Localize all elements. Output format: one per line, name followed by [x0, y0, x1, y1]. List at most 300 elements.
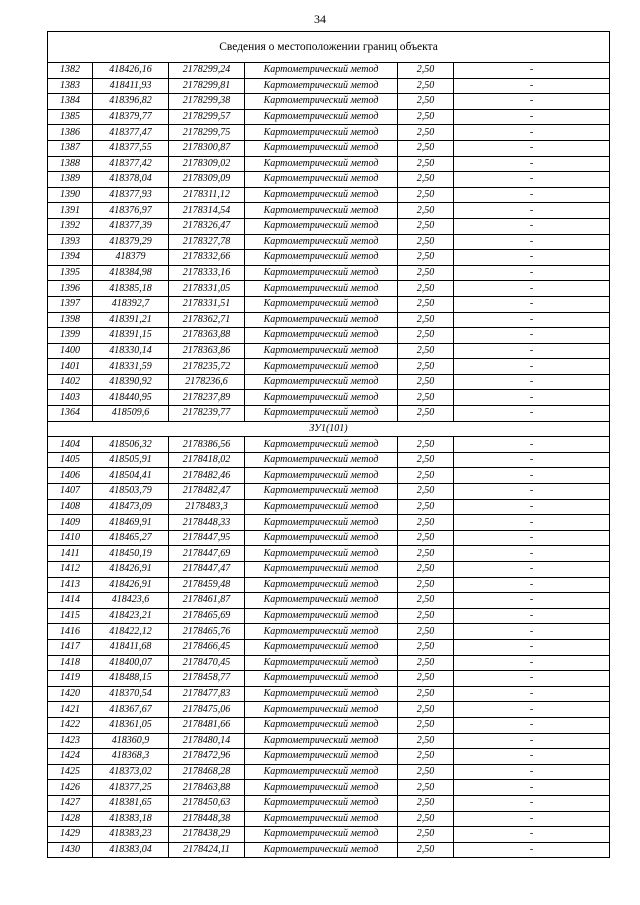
- note-cell: -: [454, 406, 610, 422]
- accuracy-cell: 2,50: [398, 733, 454, 749]
- point-number-cell: 1409: [48, 515, 93, 531]
- note-cell: -: [454, 94, 610, 110]
- x-coordinate-cell: 418426,91: [93, 562, 169, 578]
- x-coordinate-cell: 418396,82: [93, 94, 169, 110]
- point-number-cell: 1401: [48, 359, 93, 375]
- method-cell: Картометрический метод: [245, 250, 398, 266]
- method-cell: Картометрический метод: [245, 406, 398, 422]
- y-coordinate-cell: 2178239,77: [169, 406, 245, 422]
- method-cell: Картометрический метод: [245, 234, 398, 250]
- note-cell: -: [454, 109, 610, 125]
- x-coordinate-cell: 418465,27: [93, 530, 169, 546]
- note-cell: -: [454, 593, 610, 609]
- table-row: [48, 94, 610, 110]
- x-coordinate-cell: 418391,21: [93, 312, 169, 328]
- point-number-cell: 1418: [48, 655, 93, 671]
- accuracy-cell: 2,50: [398, 484, 454, 500]
- y-coordinate-cell: 2178483,3: [169, 499, 245, 515]
- method-cell: Картометрический метод: [245, 608, 398, 624]
- x-coordinate-cell: 418377,93: [93, 187, 169, 203]
- x-coordinate-cell: 418426,91: [93, 577, 169, 593]
- note-cell: -: [454, 359, 610, 375]
- y-coordinate-cell: 2178299,57: [169, 109, 245, 125]
- table-row: [48, 406, 610, 422]
- x-coordinate-cell: 418411,93: [93, 78, 169, 94]
- point-number-cell: 1410: [48, 530, 93, 546]
- y-coordinate-cell: 2178331,05: [169, 281, 245, 297]
- method-cell: Картометрический метод: [245, 468, 398, 484]
- method-cell: Картометрический метод: [245, 390, 398, 406]
- method-cell: Картометрический метод: [245, 546, 398, 562]
- note-cell: -: [454, 312, 610, 328]
- accuracy-cell: 2,50: [398, 749, 454, 765]
- y-coordinate-cell: 2178480,14: [169, 733, 245, 749]
- point-number-cell: 1396: [48, 281, 93, 297]
- x-coordinate-cell: 418473,09: [93, 499, 169, 515]
- x-coordinate-cell: 418377,39: [93, 218, 169, 234]
- note-cell: -: [454, 795, 610, 811]
- table-row: [48, 265, 610, 281]
- table-row: [48, 842, 610, 858]
- accuracy-cell: 2,50: [398, 343, 454, 359]
- x-coordinate-cell: 418469,91: [93, 515, 169, 531]
- x-coordinate-cell: 418506,32: [93, 437, 169, 453]
- table-row: [48, 639, 610, 655]
- x-coordinate-cell: 418400,07: [93, 655, 169, 671]
- point-number-cell: 1405: [48, 452, 93, 468]
- note-cell: -: [454, 827, 610, 843]
- table-title-row: [48, 32, 610, 63]
- note-cell: -: [454, 437, 610, 453]
- method-cell: Картометрический метод: [245, 749, 398, 765]
- accuracy-cell: 2,50: [398, 312, 454, 328]
- accuracy-cell: 2,50: [398, 499, 454, 515]
- accuracy-cell: 2,50: [398, 203, 454, 219]
- x-coordinate-cell: 418423,21: [93, 608, 169, 624]
- method-cell: Картометрический метод: [245, 125, 398, 141]
- table-row: [48, 530, 610, 546]
- accuracy-cell: 2,50: [398, 437, 454, 453]
- x-coordinate-cell: 418383,04: [93, 842, 169, 858]
- accuracy-cell: 2,50: [398, 562, 454, 578]
- table-row: [48, 63, 610, 79]
- accuracy-cell: 2,50: [398, 265, 454, 281]
- table-row: [48, 733, 610, 749]
- point-number-cell: 1408: [48, 499, 93, 515]
- x-coordinate-cell: 418450,19: [93, 546, 169, 562]
- coordinates-table-frame: [47, 31, 609, 858]
- accuracy-cell: 2,50: [398, 671, 454, 687]
- method-cell: Картометрический метод: [245, 515, 398, 531]
- table-row: [48, 328, 610, 344]
- note-cell: -: [454, 390, 610, 406]
- accuracy-cell: 2,50: [398, 702, 454, 718]
- note-cell: -: [454, 78, 610, 94]
- point-number-cell: 1424: [48, 749, 93, 765]
- note-cell: -: [454, 63, 610, 79]
- y-coordinate-cell: 2178311,12: [169, 187, 245, 203]
- note-cell: -: [454, 624, 610, 640]
- x-coordinate-cell: 418411,68: [93, 639, 169, 655]
- method-cell: Картометрический метод: [245, 639, 398, 655]
- point-number-cell: 1386: [48, 125, 93, 141]
- method-cell: Картометрический метод: [245, 343, 398, 359]
- method-cell: Картометрический метод: [245, 94, 398, 110]
- y-coordinate-cell: 2178438,29: [169, 827, 245, 843]
- method-cell: Картометрический метод: [245, 717, 398, 733]
- note-cell: -: [454, 343, 610, 359]
- note-cell: -: [454, 452, 610, 468]
- method-cell: Картометрический метод: [245, 499, 398, 515]
- x-coordinate-cell: 418377,42: [93, 156, 169, 172]
- note-cell: -: [454, 639, 610, 655]
- x-coordinate-cell: 418504,41: [93, 468, 169, 484]
- note-cell: -: [454, 265, 610, 281]
- accuracy-cell: 2,50: [398, 187, 454, 203]
- point-number-cell: 1403: [48, 390, 93, 406]
- x-coordinate-cell: 418379,29: [93, 234, 169, 250]
- accuracy-cell: 2,50: [398, 452, 454, 468]
- y-coordinate-cell: 2178458,77: [169, 671, 245, 687]
- x-coordinate-cell: 418423,6: [93, 593, 169, 609]
- note-cell: -: [454, 515, 610, 531]
- accuracy-cell: 2,50: [398, 406, 454, 422]
- y-coordinate-cell: 2178459,48: [169, 577, 245, 593]
- note-cell: -: [454, 328, 610, 344]
- table-title: Сведения о местоположении границ объекта: [48, 32, 610, 63]
- method-cell: Картометрический метод: [245, 811, 398, 827]
- x-coordinate-cell: 418392,7: [93, 296, 169, 312]
- table-row: [48, 608, 610, 624]
- y-coordinate-cell: 2178424,11: [169, 842, 245, 858]
- point-number-cell: 1387: [48, 140, 93, 156]
- method-cell: Картометрический метод: [245, 827, 398, 843]
- table-row: [48, 234, 610, 250]
- point-number-cell: 1383: [48, 78, 93, 94]
- table-row: [48, 780, 610, 796]
- method-cell: Картометрический метод: [245, 156, 398, 172]
- table-row: [48, 359, 610, 375]
- y-coordinate-cell: 2178482,46: [169, 468, 245, 484]
- accuracy-cell: 2,50: [398, 125, 454, 141]
- y-coordinate-cell: 2178299,75: [169, 125, 245, 141]
- method-cell: Картометрический метод: [245, 187, 398, 203]
- table-row: [48, 203, 610, 219]
- note-cell: -: [454, 702, 610, 718]
- x-coordinate-cell: 418509,6: [93, 406, 169, 422]
- table-row: [48, 296, 610, 312]
- x-coordinate-cell: 418384,98: [93, 265, 169, 281]
- x-coordinate-cell: 418503,79: [93, 484, 169, 500]
- method-cell: Картометрический метод: [245, 281, 398, 297]
- y-coordinate-cell: 2178448,38: [169, 811, 245, 827]
- x-coordinate-cell: 418331,59: [93, 359, 169, 375]
- point-number-cell: 1429: [48, 827, 93, 843]
- method-cell: Картометрический метод: [245, 702, 398, 718]
- table-row: [48, 343, 610, 359]
- table-row: [48, 374, 610, 390]
- note-cell: -: [454, 172, 610, 188]
- point-number-cell: 1398: [48, 312, 93, 328]
- y-coordinate-cell: 2178447,47: [169, 562, 245, 578]
- method-cell: Картометрический метод: [245, 686, 398, 702]
- y-coordinate-cell: 2178309,02: [169, 156, 245, 172]
- method-cell: Картометрический метод: [245, 484, 398, 500]
- point-number-cell: 1419: [48, 671, 93, 687]
- point-number-cell: 1394: [48, 250, 93, 266]
- table-row: [48, 187, 610, 203]
- x-coordinate-cell: 418368,3: [93, 749, 169, 765]
- accuracy-cell: 2,50: [398, 390, 454, 406]
- y-coordinate-cell: 2178363,86: [169, 343, 245, 359]
- note-cell: -: [454, 749, 610, 765]
- x-coordinate-cell: 418440,95: [93, 390, 169, 406]
- point-number-cell: 1425: [48, 764, 93, 780]
- table-row: [48, 390, 610, 406]
- x-coordinate-cell: 418373,02: [93, 764, 169, 780]
- x-coordinate-cell: 418381,65: [93, 795, 169, 811]
- table-row: [48, 593, 610, 609]
- method-cell: Картометрический метод: [245, 218, 398, 234]
- section-label: ЗУ1(101): [48, 421, 610, 437]
- x-coordinate-cell: 418426,16: [93, 63, 169, 79]
- point-number-cell: 1428: [48, 811, 93, 827]
- note-cell: -: [454, 187, 610, 203]
- method-cell: Картометрический метод: [245, 374, 398, 390]
- note-cell: -: [454, 218, 610, 234]
- table-row: [48, 827, 610, 843]
- method-cell: Картометрический метод: [245, 842, 398, 858]
- method-cell: Картометрический метод: [245, 655, 398, 671]
- method-cell: Картометрический метод: [245, 78, 398, 94]
- x-coordinate-cell: 418330,14: [93, 343, 169, 359]
- accuracy-cell: 2,50: [398, 827, 454, 843]
- accuracy-cell: 2,50: [398, 593, 454, 609]
- accuracy-cell: 2,50: [398, 577, 454, 593]
- accuracy-cell: 2,50: [398, 250, 454, 266]
- note-cell: -: [454, 374, 610, 390]
- note-cell: -: [454, 125, 610, 141]
- accuracy-cell: 2,50: [398, 281, 454, 297]
- table-row: [48, 655, 610, 671]
- method-cell: Картометрический метод: [245, 203, 398, 219]
- x-coordinate-cell: 418377,47: [93, 125, 169, 141]
- point-number-cell: 1423: [48, 733, 93, 749]
- x-coordinate-cell: 418377,25: [93, 780, 169, 796]
- note-cell: -: [454, 671, 610, 687]
- accuracy-cell: 2,50: [398, 94, 454, 110]
- y-coordinate-cell: 2178463,88: [169, 780, 245, 796]
- method-cell: Картометрический метод: [245, 265, 398, 281]
- method-cell: Картометрический метод: [245, 562, 398, 578]
- accuracy-cell: 2,50: [398, 546, 454, 562]
- note-cell: -: [454, 140, 610, 156]
- note-cell: -: [454, 577, 610, 593]
- note-cell: -: [454, 780, 610, 796]
- point-number-cell: 1421: [48, 702, 93, 718]
- point-number-cell: 1384: [48, 94, 93, 110]
- y-coordinate-cell: 2178465,69: [169, 608, 245, 624]
- x-coordinate-cell: 418422,12: [93, 624, 169, 640]
- y-coordinate-cell: 2178363,88: [169, 328, 245, 344]
- table-row: [48, 484, 610, 500]
- point-number-cell: 1407: [48, 484, 93, 500]
- x-coordinate-cell: 418383,23: [93, 827, 169, 843]
- accuracy-cell: 2,50: [398, 795, 454, 811]
- accuracy-cell: 2,50: [398, 218, 454, 234]
- y-coordinate-cell: 2178309,09: [169, 172, 245, 188]
- method-cell: Картометрический метод: [245, 593, 398, 609]
- y-coordinate-cell: 2178362,71: [169, 312, 245, 328]
- accuracy-cell: 2,50: [398, 624, 454, 640]
- point-number-cell: 1415: [48, 608, 93, 624]
- note-cell: -: [454, 499, 610, 515]
- method-cell: Картометрический метод: [245, 172, 398, 188]
- point-number-cell: 1426: [48, 780, 93, 796]
- y-coordinate-cell: 2178236,6: [169, 374, 245, 390]
- table-row: [48, 452, 610, 468]
- method-cell: Картометрический метод: [245, 312, 398, 328]
- point-number-cell: 1412: [48, 562, 93, 578]
- x-coordinate-cell: 418367,67: [93, 702, 169, 718]
- table-row: [48, 624, 610, 640]
- y-coordinate-cell: 2178466,45: [169, 639, 245, 655]
- table-row: [48, 515, 610, 531]
- x-coordinate-cell: 418488,15: [93, 671, 169, 687]
- y-coordinate-cell: 2178461,87: [169, 593, 245, 609]
- table-row: [48, 172, 610, 188]
- accuracy-cell: 2,50: [398, 717, 454, 733]
- method-cell: Картометрический метод: [245, 780, 398, 796]
- point-number-cell: 1420: [48, 686, 93, 702]
- table-row: [48, 749, 610, 765]
- method-cell: Картометрический метод: [245, 530, 398, 546]
- point-number-cell: 1411: [48, 546, 93, 562]
- section-row: [48, 421, 610, 437]
- method-cell: Картометрический метод: [245, 140, 398, 156]
- accuracy-cell: 2,50: [398, 608, 454, 624]
- method-cell: Картометрический метод: [245, 624, 398, 640]
- coordinates-table: [47, 31, 610, 858]
- y-coordinate-cell: 2178332,66: [169, 250, 245, 266]
- note-cell: -: [454, 764, 610, 780]
- y-coordinate-cell: 2178447,69: [169, 546, 245, 562]
- method-cell: Картометрический метод: [245, 671, 398, 687]
- y-coordinate-cell: 2178386,56: [169, 437, 245, 453]
- point-number-cell: 1416: [48, 624, 93, 640]
- table-row: [48, 125, 610, 141]
- x-coordinate-cell: 418377,55: [93, 140, 169, 156]
- table-row: [48, 437, 610, 453]
- table-row: [48, 671, 610, 687]
- note-cell: -: [454, 296, 610, 312]
- method-cell: Картометрический метод: [245, 359, 398, 375]
- method-cell: Картометрический метод: [245, 296, 398, 312]
- accuracy-cell: 2,50: [398, 156, 454, 172]
- point-number-cell: 1392: [48, 218, 93, 234]
- method-cell: Картометрический метод: [245, 452, 398, 468]
- y-coordinate-cell: 2178299,38: [169, 94, 245, 110]
- method-cell: Картометрический метод: [245, 764, 398, 780]
- point-number-cell: 1413: [48, 577, 93, 593]
- accuracy-cell: 2,50: [398, 686, 454, 702]
- note-cell: -: [454, 468, 610, 484]
- accuracy-cell: 2,50: [398, 234, 454, 250]
- accuracy-cell: 2,50: [398, 359, 454, 375]
- table-row: [48, 811, 610, 827]
- y-coordinate-cell: 2178482,47: [169, 484, 245, 500]
- point-number-cell: 1404: [48, 437, 93, 453]
- method-cell: Картометрический метод: [245, 577, 398, 593]
- y-coordinate-cell: 2178327,78: [169, 234, 245, 250]
- y-coordinate-cell: 2178448,33: [169, 515, 245, 531]
- table-row: [48, 78, 610, 94]
- accuracy-cell: 2,50: [398, 655, 454, 671]
- point-number-cell: 1382: [48, 63, 93, 79]
- y-coordinate-cell: 2178333,16: [169, 265, 245, 281]
- accuracy-cell: 2,50: [398, 515, 454, 531]
- x-coordinate-cell: 418505,91: [93, 452, 169, 468]
- y-coordinate-cell: 2178235,72: [169, 359, 245, 375]
- accuracy-cell: 2,50: [398, 530, 454, 546]
- note-cell: -: [454, 234, 610, 250]
- page-number: 34: [314, 12, 326, 26]
- point-number-cell: 1406: [48, 468, 93, 484]
- accuracy-cell: 2,50: [398, 140, 454, 156]
- point-number-cell: 1393: [48, 234, 93, 250]
- y-coordinate-cell: 2178470,45: [169, 655, 245, 671]
- y-coordinate-cell: 2178331,51: [169, 296, 245, 312]
- point-number-cell: 1390: [48, 187, 93, 203]
- x-coordinate-cell: 418383,18: [93, 811, 169, 827]
- x-coordinate-cell: 418378,04: [93, 172, 169, 188]
- note-cell: -: [454, 530, 610, 546]
- accuracy-cell: 2,50: [398, 63, 454, 79]
- note-cell: -: [454, 562, 610, 578]
- y-coordinate-cell: 2178299,24: [169, 63, 245, 79]
- accuracy-cell: 2,50: [398, 172, 454, 188]
- point-number-cell: 1399: [48, 328, 93, 344]
- y-coordinate-cell: 2178450,63: [169, 795, 245, 811]
- accuracy-cell: 2,50: [398, 811, 454, 827]
- y-coordinate-cell: 2178481,66: [169, 717, 245, 733]
- point-number-cell: 1417: [48, 639, 93, 655]
- x-coordinate-cell: 418361,05: [93, 717, 169, 733]
- accuracy-cell: 2,50: [398, 780, 454, 796]
- note-cell: -: [454, 717, 610, 733]
- accuracy-cell: 2,50: [398, 374, 454, 390]
- note-cell: -: [454, 811, 610, 827]
- table-row: [48, 218, 610, 234]
- y-coordinate-cell: 2178465,76: [169, 624, 245, 640]
- note-cell: -: [454, 733, 610, 749]
- note-cell: -: [454, 546, 610, 562]
- x-coordinate-cell: 418376,97: [93, 203, 169, 219]
- y-coordinate-cell: 2178418,02: [169, 452, 245, 468]
- point-number-cell: 1391: [48, 203, 93, 219]
- table-row: [48, 686, 610, 702]
- note-cell: -: [454, 842, 610, 858]
- table-row: [48, 281, 610, 297]
- accuracy-cell: 2,50: [398, 296, 454, 312]
- point-number-cell: 1385: [48, 109, 93, 125]
- y-coordinate-cell: 2178300,87: [169, 140, 245, 156]
- accuracy-cell: 2,50: [398, 78, 454, 94]
- table-row: [48, 140, 610, 156]
- note-cell: -: [454, 608, 610, 624]
- point-number-cell: 1395: [48, 265, 93, 281]
- x-coordinate-cell: 418379: [93, 250, 169, 266]
